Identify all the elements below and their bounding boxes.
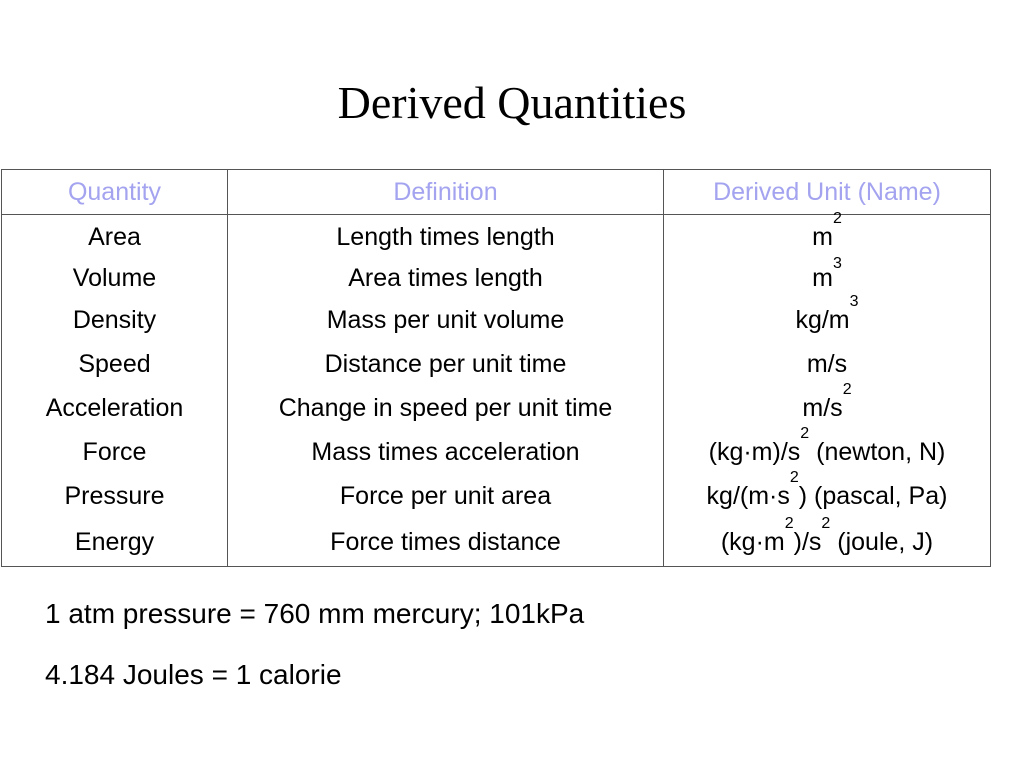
- definition-cell: Distance per unit time: [228, 342, 664, 386]
- table-row: [2, 430, 991, 474]
- unit-exponent: 2: [800, 425, 810, 442]
- unit-exponent: 2: [784, 515, 794, 532]
- table-row: [2, 298, 991, 342]
- unit-exponent: 3: [832, 255, 842, 272]
- unit-cell: [664, 255, 991, 298]
- quantity-cell: Energy: [2, 518, 228, 567]
- unit-exponent: 2: [832, 210, 842, 227]
- definition-cell: Area times length: [228, 259, 664, 298]
- table-row: [2, 215, 991, 260]
- definition-cell: Force per unit area: [228, 474, 664, 518]
- quantity-cell: Force: [2, 430, 228, 474]
- unit-exponent: 2: [821, 515, 831, 532]
- unit-text: (kg·m)/s: [708, 438, 801, 466]
- quantity-cell: Acceleration: [2, 386, 228, 430]
- unit-exponent: 2: [842, 381, 852, 398]
- unit-text: (kg·m: [720, 528, 785, 556]
- table-row: [2, 474, 991, 518]
- quantity-cell: Speed: [2, 342, 228, 386]
- definition-cell: Mass per unit volume: [228, 298, 664, 342]
- definition-cell: Force times distance: [228, 518, 664, 567]
- header-quantity: Quantity: [2, 170, 228, 215]
- unit-text: )/s: [793, 528, 822, 556]
- header-derived-unit: Derived Unit (Name): [664, 170, 991, 215]
- quantity-cell: Density: [2, 298, 228, 342]
- unit-name: (newton, N): [809, 438, 946, 466]
- definition-cell: Change in speed per unit time: [228, 386, 664, 430]
- unit-cell: [664, 381, 991, 430]
- unit-exponent: 3: [849, 293, 859, 310]
- unit-cell: [664, 515, 991, 567]
- slide-title: Derived Quantities: [337, 77, 687, 128]
- definition-cell: Length times length: [228, 215, 664, 260]
- unit-cell: [664, 293, 991, 342]
- note-calorie: 4.184 Joules = 1 calorie: [45, 659, 342, 690]
- quantity-cell: Volume: [2, 259, 228, 298]
- unit-text: m/s: [802, 394, 843, 422]
- table-header-row: [2, 170, 991, 215]
- note-atm-pressure: 1 atm pressure = 760 mm mercury; 101kPa: [45, 598, 585, 629]
- unit-text: kg/(m·s: [706, 482, 790, 510]
- unit-cell: [664, 469, 991, 518]
- unit-text: kg/m: [795, 306, 850, 334]
- unit-cell: [664, 342, 991, 386]
- unit-text: m: [812, 264, 833, 292]
- quantity-cell: Area: [2, 215, 228, 260]
- table-row: [2, 342, 991, 386]
- table-row: [2, 259, 991, 298]
- header-definition: Definition: [228, 170, 664, 215]
- definition-cell: Mass times acceleration: [228, 430, 664, 474]
- table-row: [2, 386, 991, 430]
- unit-name: ) (pascal, Pa): [798, 482, 948, 510]
- unit-cell: [664, 210, 991, 260]
- unit-text: m: [812, 223, 833, 251]
- table-row: [2, 518, 991, 567]
- unit-exponent: 2: [789, 469, 799, 486]
- unit-cell: [664, 425, 991, 474]
- unit-name: (joule, J): [830, 528, 934, 556]
- derived-quantities-table: [1, 169, 991, 567]
- unit-text: m/s: [806, 350, 848, 378]
- quantity-cell: Pressure: [2, 474, 228, 518]
